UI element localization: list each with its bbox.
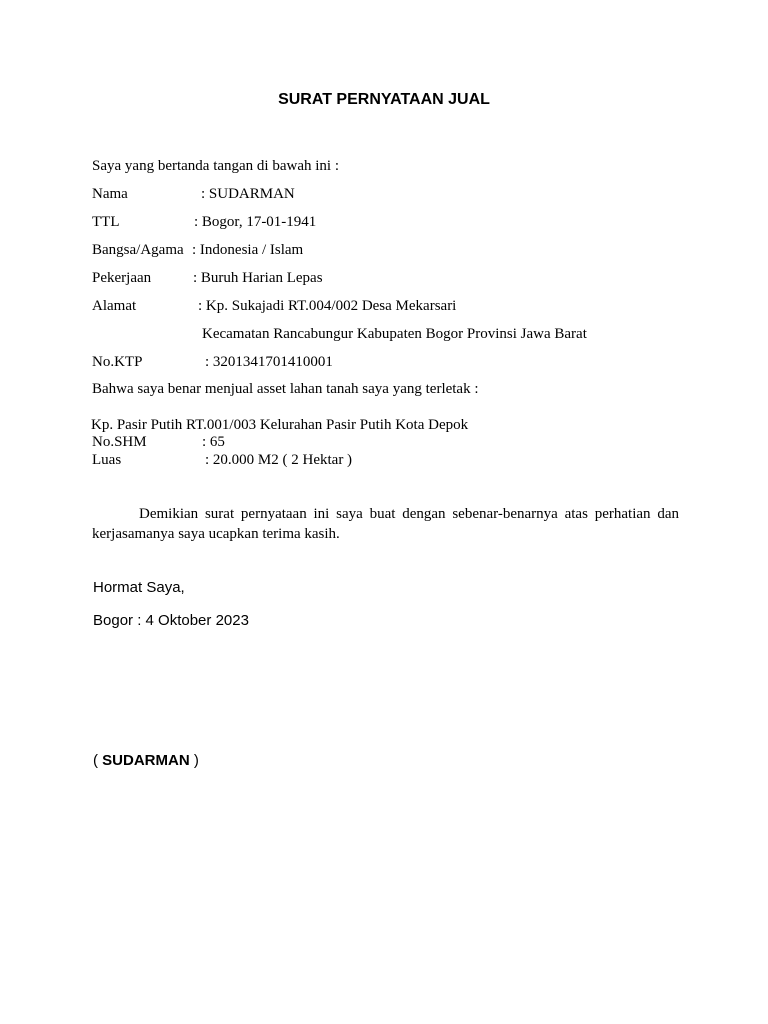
field-alamat-value-line1: : Kp. Sukajadi RT.004/002 Desa Mekarsari [198,298,457,314]
property-luas-label: Luas [92,452,122,468]
field-ttl-value: : Bogor, 17-01-1941 [194,214,317,230]
signature-name [93,752,199,770]
field-bangsa-agama-value: : Indonesia / Islam [192,242,304,258]
property-shm-value: : 65 [202,434,225,450]
field-pekerjaan-value: : Buruh Harian Lepas [193,270,323,286]
statement-text: Bahwa saya benar menjual asset lahan tanah saya yang terletak : [92,381,479,397]
signature-open-paren: ( [93,752,103,769]
property-location: Kp. Pasir Putih RT.001/003 Kelurahan Pasir Putih Kota Depok [91,417,469,433]
field-pekerjaan-label: Pekerjaan [92,270,152,286]
field-ktp-label: No.KTP [92,354,143,370]
place-date: Bogor : 4 Oktober 2023 [93,612,249,629]
closing-paragraph: Demikian surat pernyataan ini saya buat dengan sebenar-benarnya atas perhatian dan kerjasamanya saya ucapkan terima kasih. [92,506,679,542]
signature-name-text: SUDARMAN [102,752,190,769]
property-luas-value: : 20.000 M2 ( 2 Hektar ) [205,452,353,468]
field-ktp-value: : 3201341701410001 [205,354,333,370]
field-alamat-label: Alamat [92,298,137,314]
document-title: SURAT PERNYATAAN JUAL [278,91,490,108]
field-ttl-label: TTL [92,214,120,230]
signature-close-paren: ) [189,752,199,769]
field-nama-value: : SUDARMAN [201,186,295,202]
regards-text: Hormat Saya, [93,579,185,596]
field-bangsa-agama-label: Bangsa/Agama [92,242,184,258]
intro-text: Saya yang bertanda tangan di bawah ini : [92,158,340,174]
field-nama-label: Nama [92,186,128,202]
field-alamat-value-line2: Kecamatan Rancabungur Kabupaten Bogor Provinsi Jawa Barat [202,326,587,342]
property-shm-label: No.SHM [92,434,147,450]
